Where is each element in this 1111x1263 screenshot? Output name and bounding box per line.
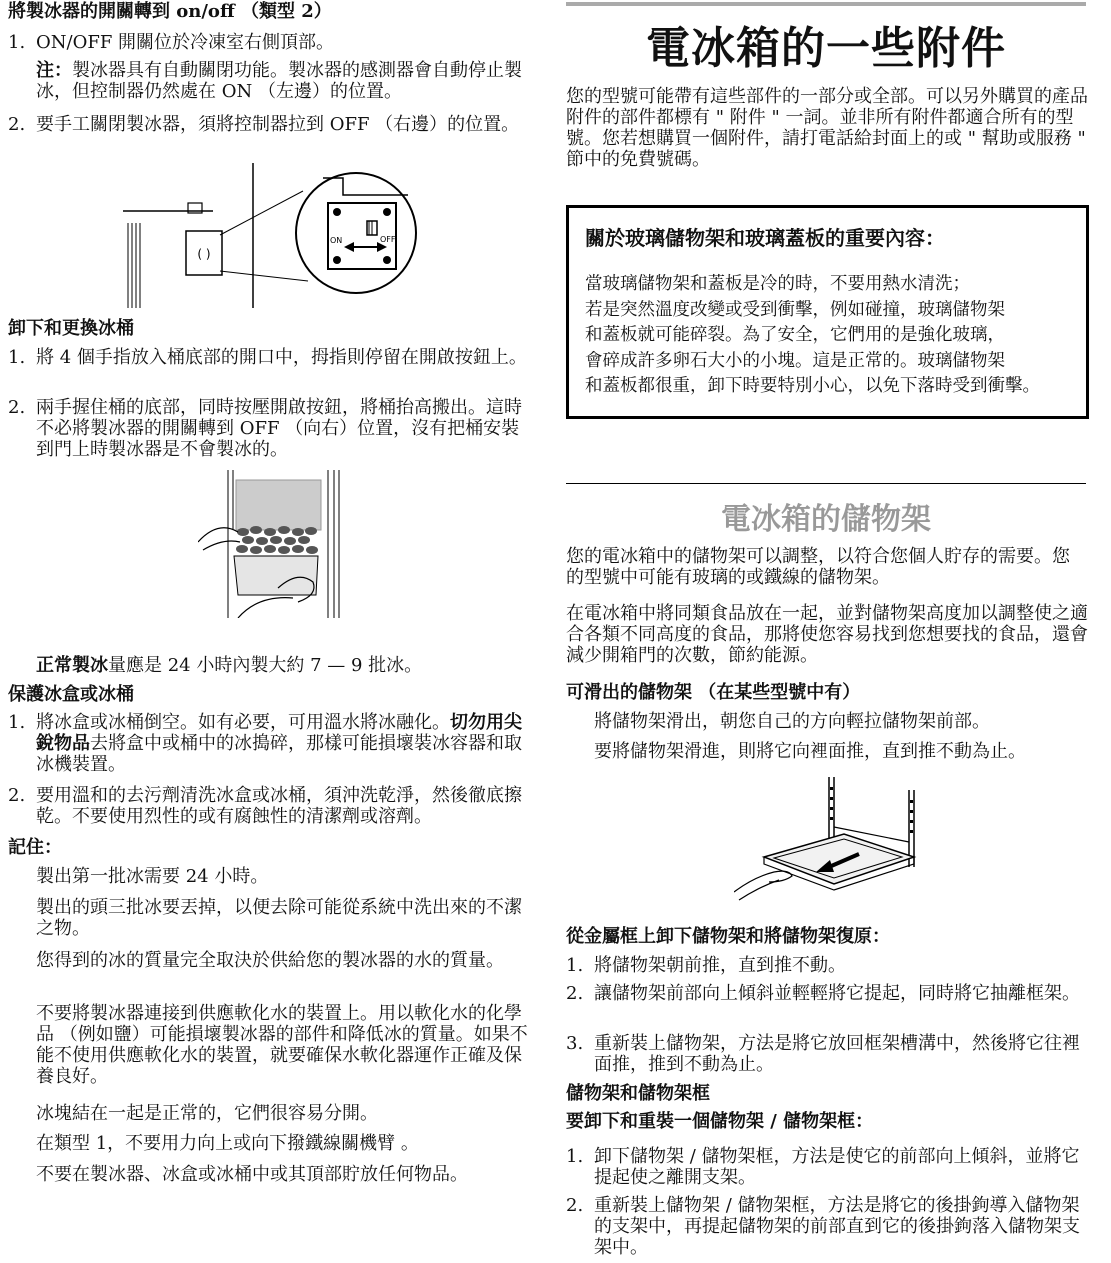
warning-line: 和蓋板就可能碎裂。為了安全，它們用的是強化玻璃， — [585, 325, 1005, 345]
section-rule — [566, 483, 1086, 484]
shelves-frames-heading: 儲物架和儲物架框 — [566, 1083, 710, 1104]
warning-box-title: 關於玻璃儲物架和玻璃蓋板的重要內容： — [585, 226, 945, 250]
normal-ice-paragraph: 正常製冰量應是 24 小時內製大約 7 — 9 批冰。 — [36, 655, 423, 676]
icemaker-switch-figure — [108, 163, 428, 313]
remove-bin-heading: 卸下和更換冰桶 — [8, 318, 134, 339]
svg-text:( ): ( ) — [197, 247, 211, 261]
accessories-intro: 您的型號可能帶有這些部件的一部分或全部。可以另外購買的產品附件的部件都標有 " 附件 " 一詞。並非所有附件都適合所有的型號。您若想購買一個附件，請打電話給封面上的或 " 幫助或服務 " 節中的免費號碼。 — [566, 86, 1088, 170]
remember-item: 不要將製冰器連接到供應軟化水的裝置上。用以軟化水的化學品 （例如鹽）可能損壞製冰器的部件和降低冰的質量。如果不能不使用供應軟化水的裝置，就要確保水軟化器運作正確及保養良好。 — [36, 1003, 528, 1087]
list-item: 2. 要用溫和的去污劑清洗冰盒或冰桶，須沖洗乾淨，然後徹底擦乾。不要使用烈性的或有腐蝕性的清潔劑或溶劑。 — [8, 785, 522, 827]
ice-bin-figure — [198, 470, 348, 618]
remember-item: 您得到的冰的質量完全取決於供給您的製冰器的水的質量。 — [36, 950, 504, 971]
list-item: 3. 重新裝上儲物架，方法是將它放回框架槽溝中，然後將它往裡面推，推到不動為止。 — [566, 1033, 1080, 1075]
shelves-frames-subheading: 要卸下和重裝一個儲物架 / 儲物架框： — [566, 1111, 874, 1132]
top-rule — [566, 2, 1086, 6]
list-item: 1. 將儲物架朝前推，直到推不動。 — [566, 955, 846, 976]
normal-ice-bold: 正常製冰 — [36, 655, 108, 676]
switch-on-label: ON — [330, 236, 343, 245]
remember-heading: 記住： — [8, 837, 62, 858]
accessories-title: 電冰箱的一些附件 — [646, 23, 1006, 74]
list-item: 2. 重新裝上儲物架 / 儲物架框，方法是將它的後掛鉤導入儲物架的支架中，再提起儲物架的前部直到它的後掛鉤落入儲物架支架中。 — [566, 1195, 1080, 1258]
remember-item: 冰塊結在一起是正常的，它們很容易分開。 — [36, 1103, 378, 1124]
list-item: 1. 將冰盒或冰桶倒空。如有必要，可用溫水將冰融化。切勿用尖銳物品去將盒中或桶中的冰搗碎，那樣可能損壞裝冰容器和取冰機裝置。 — [8, 712, 522, 775]
list-item: 2. 兩手握住桶的底部，同時按壓開啟按鈕，將桶抬高搬出。這時不必將製冰器的開關轉到 OFF （向右）位置，沒有把桶安裝到門上時製冰器是不會製冰的。 — [8, 397, 522, 460]
icemaker-switch-heading: 將製冰器的開關轉到 on/off （類型 2） — [8, 1, 332, 22]
remember-item: 製出的頭三批冰要丟掉，以便去除可能從系統中洗出來的不潔之物。 — [36, 897, 522, 939]
switch-off-label: OFF — [380, 235, 396, 244]
shelves-paragraph: 您的電冰箱中的儲物架可以調整，以符合您個人貯存的需要。您的型號中可能有玻璃的或鐵線的儲物架。 — [566, 546, 1070, 588]
list-item: 1. 卸下儲物架 / 儲物架框，方法是使它的前部向上傾斜，並將它提起使之離開支架。 — [566, 1146, 1080, 1188]
slide-shelf-text: 將儲物架滑出，朝您自己的方向輕拉儲物架前部。 — [594, 711, 990, 732]
remember-item: 在類型 1，不要用力向上或向下撥鐵線關機臂 。 — [36, 1133, 419, 1154]
note-paragraph: 注：製冰器具有自動關閉功能。製冰器的感測器會自動停止製冰，但控制器仍然處在 ON （左邊）的位置。 — [36, 60, 522, 102]
warning-line: 會碎成許多卵石大小的小塊。這是正常的。玻璃儲物架 — [585, 350, 1005, 371]
slide-shelf-text: 要將儲物架滑進，則將它向裡面推，直到推不動為止。 — [594, 741, 1026, 762]
slide-out-shelf-figure — [734, 772, 924, 902]
warning-line: 若是突然溫度改變或受到衝擊，例如碰撞，玻璃儲物架 — [585, 299, 1005, 320]
protect-bin-heading: 保護冰盒或冰桶 — [8, 684, 134, 705]
remove-shelf-heading: 從金屬框上卸下儲物架和將儲物架復原： — [566, 926, 890, 947]
list-item: 1. ON/OFF 開關位於冷凍室右側頂部。 — [8, 32, 335, 53]
list-item: 2. 要手工關閉製冰器，須將控制器拉到 OFF （右邊）的位置。 — [8, 114, 520, 135]
warning-line: 當玻璃儲物架和蓋板是冷的時，不要用熱水清洗； — [585, 274, 970, 294]
slide-shelf-heading: 可滑出的儲物架 （在某些型號中有） — [566, 682, 861, 703]
note-label: 注： — [36, 60, 72, 81]
shelves-paragraph: 在電冰箱中將同類食品放在一起，並對儲物架高度加以調整使之適合各類不同高度的食品，那將使您容易找到您想要找的食品，還會減少開箱門的次數，節約能源。 — [566, 603, 1088, 666]
list-item: 2. 讓儲物架前部向上傾斜並輕輕將它提起，同時將它抽離框架。 — [566, 983, 1080, 1004]
remember-item: 不要在製冰器、冰盒或冰桶中或其頂部貯放任何物品。 — [36, 1164, 468, 1185]
list-item: 1. 將 4 個手指放入桶底部的開口中，拇指則停留在開啟按鈕上。 — [8, 347, 527, 368]
glass-shelf-warning-box — [566, 205, 1089, 419]
shelves-title: 電冰箱的儲物架 — [721, 502, 931, 537]
warning-line: 和蓋板都很重，卸下時要特別小心，以免下落時受到衝擊。 — [585, 376, 1040, 396]
remember-item: 製出第一批冰需要 24 小時。 — [36, 866, 269, 887]
